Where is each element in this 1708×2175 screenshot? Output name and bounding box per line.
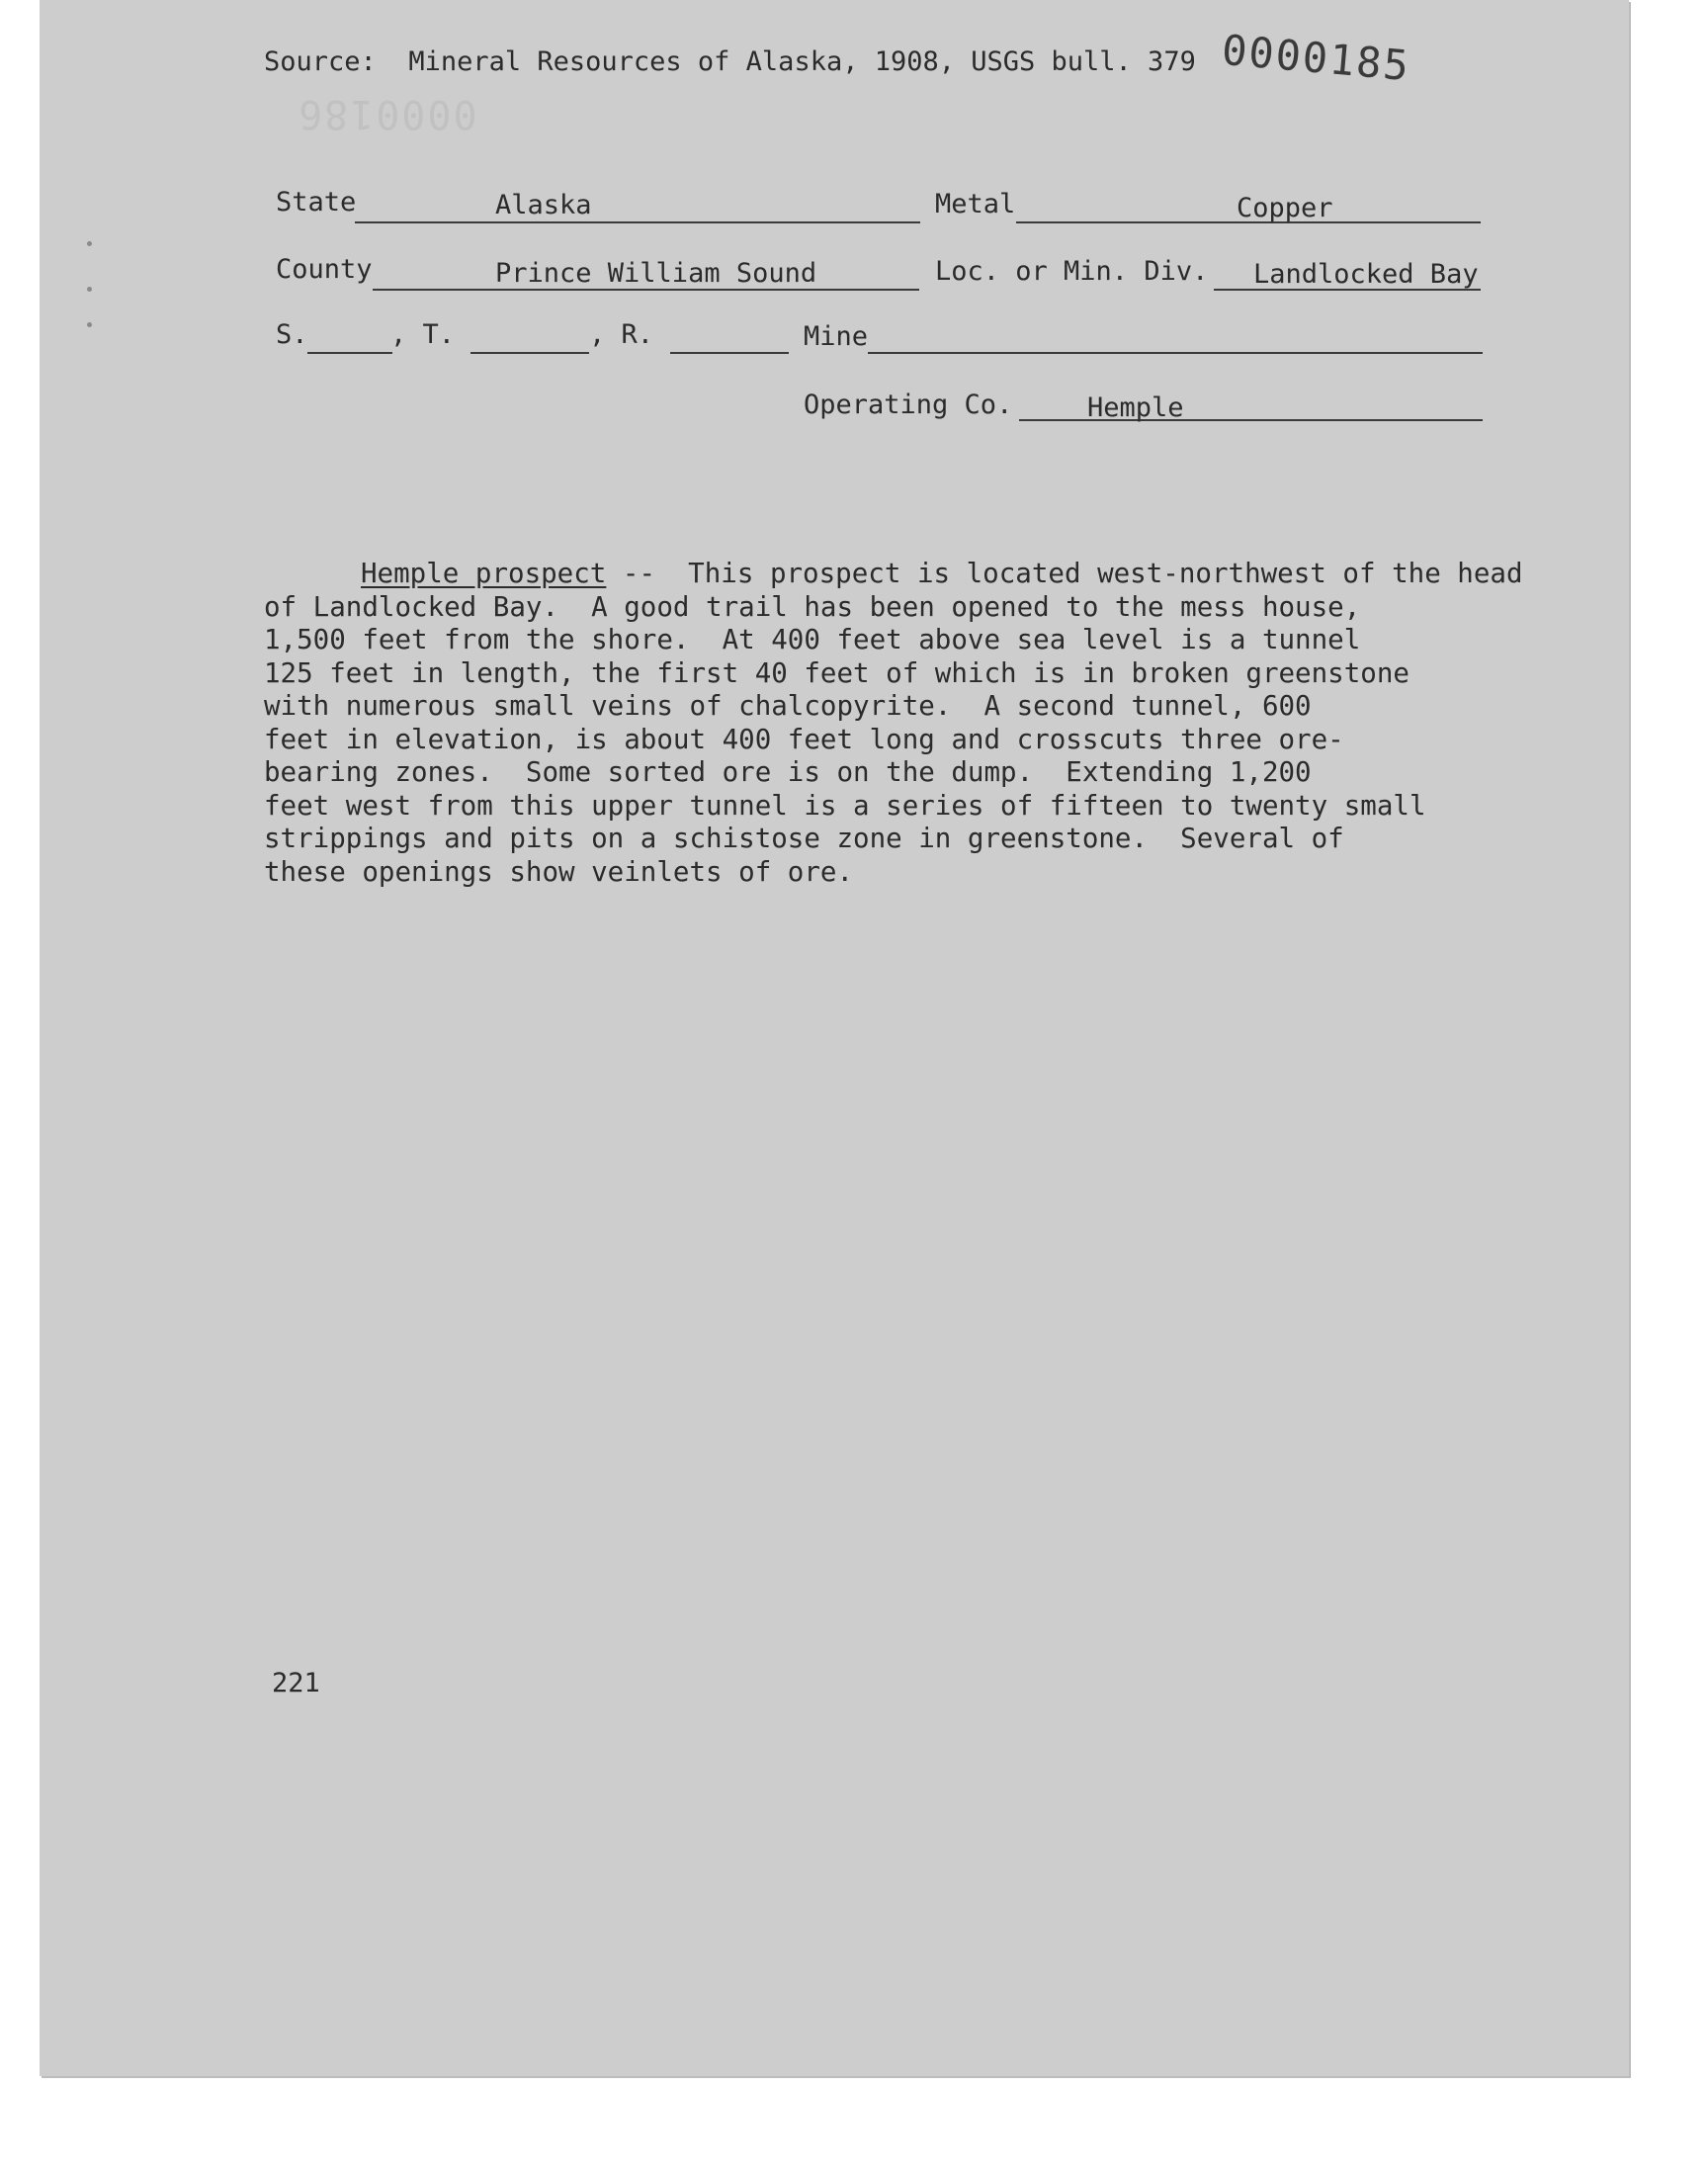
township-label: , T.: [390, 319, 456, 350]
range-label: , R.: [589, 319, 654, 350]
range-underline: [670, 352, 789, 354]
metal-label: Metal: [935, 189, 1016, 219]
document-page: [40, 0, 1629, 2076]
document-number-stamp: 0000185: [1220, 25, 1412, 91]
scan-speck: [87, 287, 92, 292]
loc-label: Loc. or Min. Div.: [935, 256, 1209, 287]
operating-label: Operating Co.: [804, 390, 1013, 420]
body-line: these openings show veinlets of ore.: [264, 855, 854, 888]
state-underline: [355, 221, 920, 223]
scan-speck: [87, 322, 92, 327]
source-line: [264, 45, 1196, 78]
body-line: 125 feet in length, the first 40 feet of which is in broken greenstone: [264, 656, 1409, 689]
mine-label: Mine: [804, 321, 869, 352]
body-line: strippings and pits on a schistose zone in greenstone. Several of: [264, 823, 1344, 854]
metal-value: Copper: [1237, 193, 1333, 223]
loc-value: Landlocked Bay: [1253, 259, 1479, 290]
page-number: 221: [272, 1668, 320, 1698]
mine-underline: [868, 352, 1483, 354]
bleed-through-stamp: 0000186: [297, 91, 477, 136]
county-value: Prince William Sound: [495, 258, 817, 289]
prospect-title: Hemple prospect: [361, 558, 607, 589]
county-underline: [373, 289, 919, 291]
county-label: County: [276, 254, 373, 285]
body-line: bearing zones. Some sorted ore is on the dump. Extending 1,200: [264, 756, 1312, 788]
state-value: Alaska: [495, 190, 592, 220]
source-text: Mineral Resources of Alaska, 1908, USGS bull. 379: [408, 46, 1196, 77]
section-underline: [307, 352, 392, 354]
source-label: Source:: [264, 46, 377, 77]
body-line: with numerous small veins of chalcopyrite. A second tunnel, 600: [264, 690, 1312, 722]
body-line: of Landlocked Bay. A good trail has been opened to the mess house,: [264, 590, 1361, 623]
body-paragraph: [264, 558, 1523, 889]
scan-speck: [87, 241, 92, 246]
township-underline: [470, 352, 589, 354]
operating-value: Hemple: [1087, 392, 1184, 423]
body-line: feet in elevation, is about 400 feet long and crosscuts three ore-: [264, 723, 1344, 755]
section-label: S.: [276, 319, 308, 350]
body-line: feet west from this upper tunnel is a series of fifteen to twenty small: [264, 789, 1426, 822]
body-line: This prospect is located west-northwest of the head: [688, 558, 1523, 589]
state-label: State: [276, 187, 357, 218]
title-dash: --: [606, 558, 672, 589]
body-line: 1,500 feet from the shore. At 400 feet above sea level is a tunnel: [264, 624, 1361, 655]
